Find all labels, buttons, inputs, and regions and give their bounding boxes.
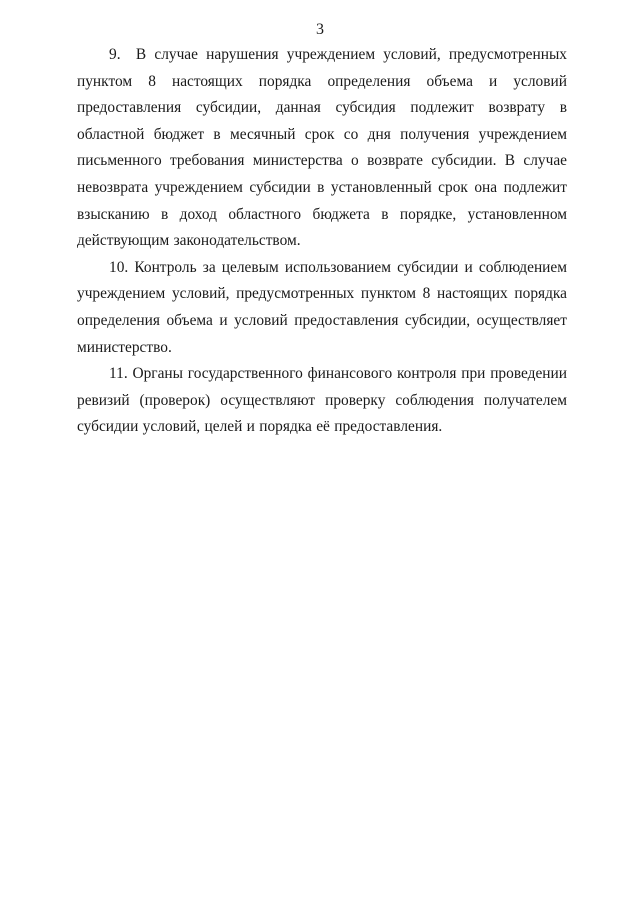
document-body [77,42,567,441]
page-number: 3 [316,21,324,38]
paragraph-item-9: 9. В случае нарушения учреждением условий, предусмотренных пунктом 8 настоящих порядка определения объема и условий предоставления субсидии, данная субсидия подлежит возврату в областной бюджет в месячный срок со дня получения учреждением письменного требования министерства о возврате субсидии. В случае невозврата учреждением субсидии в установленный срок она подлежит взысканию в доход областного бюджета в порядке, установленном действующим законодательством. [77,46,567,250]
paragraph-item-11: 11. Органы государственного финансового контроля при проведении ревизий (проверок) осуществляют проверку соблюдения получателем субсидии условий, целей и порядка её предоставления. [77,365,567,436]
paragraph-item-10: 10. Контроль за целевым использованием субсидии и соблюдением учреждением условий, предусмотренных пунктом 8 настоящих порядка определения объема и условий предоставления субсидии, осуществляет министерство. [77,258,567,356]
